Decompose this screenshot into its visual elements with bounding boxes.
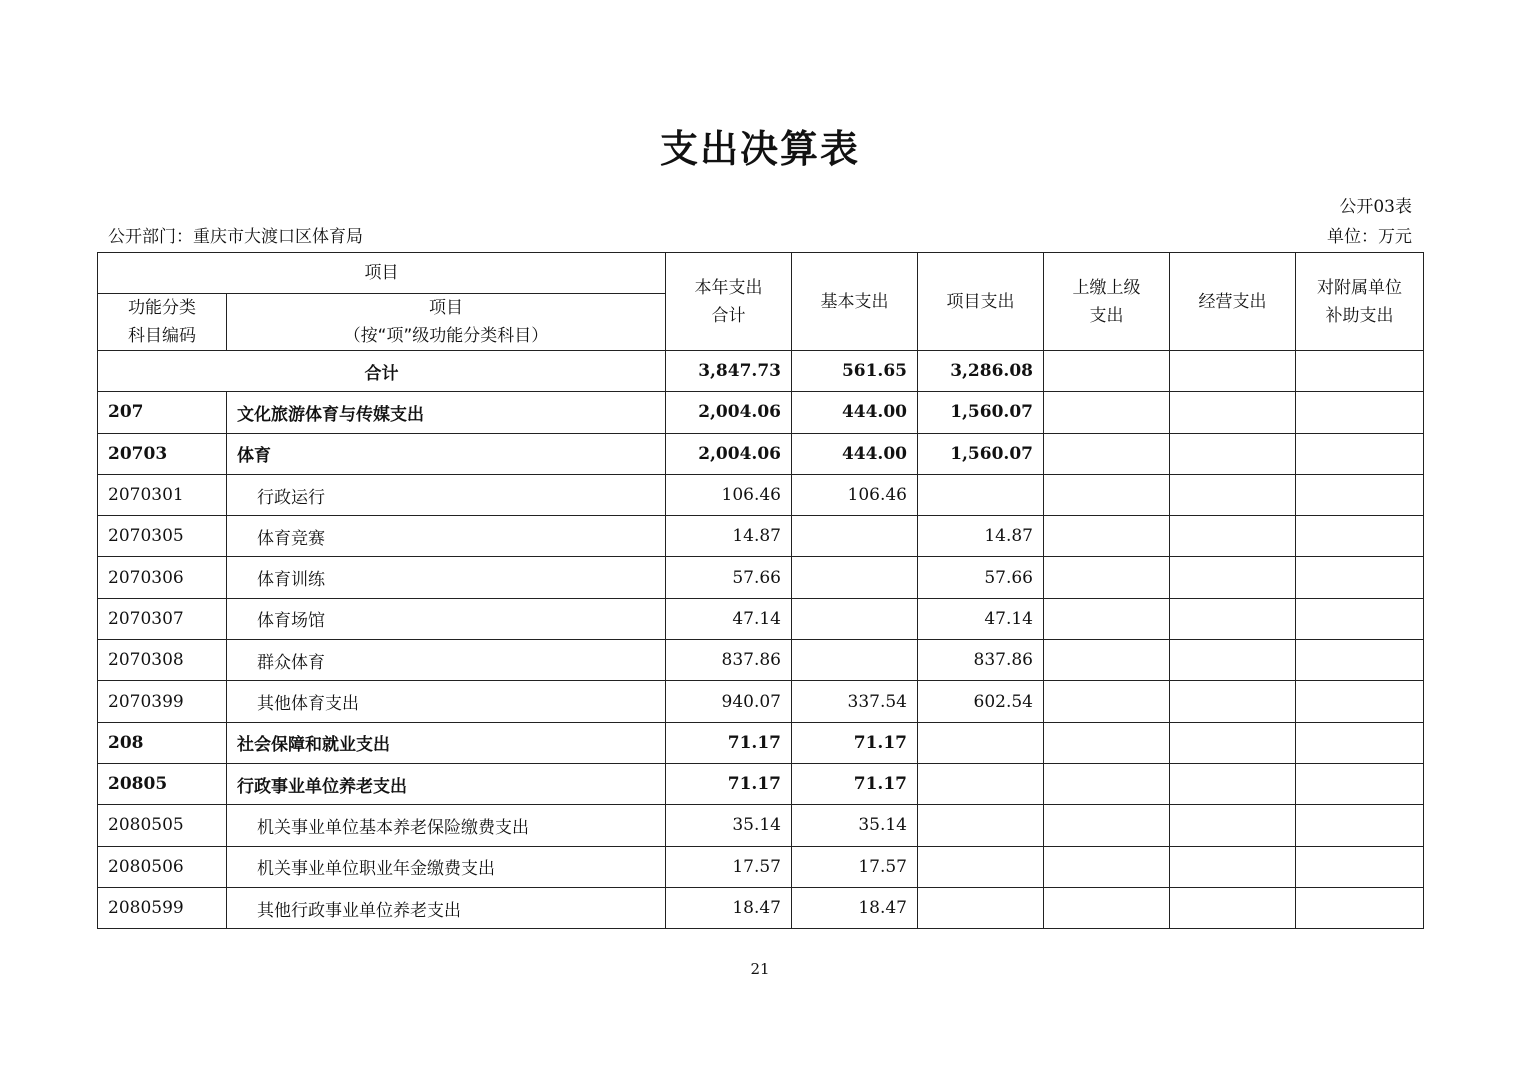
row-basic: 35.14 (792, 805, 918, 846)
row-total: 2,004.06 (666, 392, 792, 433)
row-upper (1044, 516, 1170, 557)
row-subsidy (1296, 805, 1424, 846)
header-subsidy-line2: 补助支出 (1325, 305, 1394, 326)
row-basic: 71.17 (792, 722, 918, 763)
row-subsidy (1296, 392, 1424, 433)
header-item (227, 294, 666, 351)
department-label: 公开部门：重庆市大渡口区体育局 (108, 227, 363, 247)
row-name: 文化旅游体育与传媒支出 (227, 392, 666, 433)
row-upper (1044, 598, 1170, 639)
header-basic: 基本支出 (792, 253, 918, 351)
page-number: 21 (750, 960, 770, 978)
form-number: 公开03表 (1339, 197, 1412, 217)
row-subsidy (1296, 433, 1424, 474)
row-total: 837.86 (666, 640, 792, 681)
row-name: 机关事业单位职业年金缴费支出 (227, 846, 666, 887)
row-basic (792, 640, 918, 681)
header-business: 经营支出 (1170, 253, 1296, 351)
table-row (98, 392, 1424, 433)
row-basic (792, 598, 918, 639)
row-basic: 18.47 (792, 887, 918, 928)
row-code: 2080505 (98, 805, 227, 846)
row-code: 20805 (98, 763, 227, 804)
row-name: 机关事业单位基本养老保险缴费支出 (227, 805, 666, 846)
header-upper-line2: 支出 (1089, 305, 1124, 326)
row-basic: 71.17 (792, 763, 918, 804)
header-total-line2: 合计 (711, 305, 746, 326)
row-name: 群众体育 (227, 640, 666, 681)
table-row (98, 846, 1424, 887)
header-item-line1: 项目 (429, 298, 463, 318)
total-amount: 3,847.73 (666, 351, 792, 392)
row-business (1170, 516, 1296, 557)
row-business (1170, 392, 1296, 433)
row-code: 2070399 (98, 681, 227, 722)
row-project: 57.66 (918, 557, 1044, 598)
header-upper (1044, 253, 1170, 351)
header-item-line2: （按“项”级功能分类科目） (343, 326, 549, 346)
table-row (98, 474, 1424, 515)
row-business (1170, 433, 1296, 474)
row-business (1170, 722, 1296, 763)
row-subsidy (1296, 474, 1424, 515)
row-total: 18.47 (666, 887, 792, 928)
table-row (98, 598, 1424, 639)
header-code-line2: 科目编码 (128, 326, 196, 346)
row-code: 2070305 (98, 516, 227, 557)
page-title: 支出决算表 (659, 127, 860, 171)
row-upper (1044, 681, 1170, 722)
row-business (1170, 887, 1296, 928)
row-subsidy (1296, 763, 1424, 804)
header-row (98, 253, 1424, 294)
row-subsidy (1296, 887, 1424, 928)
row-project: 837.86 (918, 640, 1044, 681)
total-upper (1044, 351, 1170, 392)
row-code: 207 (98, 392, 227, 433)
header-upper-line1: 上缴上级 (1072, 277, 1141, 298)
row-project (918, 805, 1044, 846)
row-basic: 337.54 (792, 681, 918, 722)
row-basic: 106.46 (792, 474, 918, 515)
total-label: 合计 (98, 351, 666, 392)
row-name: 行政运行 (227, 474, 666, 515)
row-project: 47.14 (918, 598, 1044, 639)
row-total: 35.14 (666, 805, 792, 846)
row-business (1170, 763, 1296, 804)
row-upper (1044, 640, 1170, 681)
row-total: 57.66 (666, 557, 792, 598)
row-total: 17.57 (666, 846, 792, 887)
row-name: 体育 (227, 433, 666, 474)
header-code (98, 294, 227, 351)
row-name: 体育场馆 (227, 598, 666, 639)
row-subsidy (1296, 516, 1424, 557)
total-row (98, 351, 1424, 392)
row-total: 71.17 (666, 763, 792, 804)
row-code: 208 (98, 722, 227, 763)
row-code: 2080506 (98, 846, 227, 887)
row-upper (1044, 722, 1170, 763)
row-name: 体育训练 (227, 557, 666, 598)
row-name: 其他行政事业单位养老支出 (227, 887, 666, 928)
table-row (98, 887, 1424, 928)
table-row (98, 516, 1424, 557)
header-project: 项目支出 (918, 253, 1044, 351)
row-business (1170, 557, 1296, 598)
row-project: 14.87 (918, 516, 1044, 557)
total-project: 3,286.08 (918, 351, 1044, 392)
table-row (98, 805, 1424, 846)
row-name: 体育竞赛 (227, 516, 666, 557)
row-total: 106.46 (666, 474, 792, 515)
row-upper (1044, 433, 1170, 474)
row-name: 社会保障和就业支出 (227, 722, 666, 763)
header-item-group: 项目 (98, 253, 666, 294)
row-name: 其他体育支出 (227, 681, 666, 722)
row-subsidy (1296, 557, 1424, 598)
row-business (1170, 805, 1296, 846)
row-code: 2070307 (98, 598, 227, 639)
row-project (918, 846, 1044, 887)
row-basic: 444.00 (792, 392, 918, 433)
row-basic: 444.00 (792, 433, 918, 474)
expenditure-table (97, 252, 1424, 929)
header-subsidy-line1: 对附属单位 (1317, 277, 1402, 298)
row-name: 行政事业单位养老支出 (227, 763, 666, 804)
row-project: 1,560.07 (918, 392, 1044, 433)
table-row (98, 433, 1424, 474)
row-code: 2070306 (98, 557, 227, 598)
row-total: 47.14 (666, 598, 792, 639)
row-upper (1044, 846, 1170, 887)
row-subsidy (1296, 640, 1424, 681)
row-total: 14.87 (666, 516, 792, 557)
row-business (1170, 681, 1296, 722)
header-total (666, 253, 792, 351)
row-basic: 17.57 (792, 846, 918, 887)
row-code: 2070308 (98, 640, 227, 681)
row-business (1170, 598, 1296, 639)
row-upper (1044, 392, 1170, 433)
header-subsidy (1296, 253, 1424, 351)
row-business (1170, 846, 1296, 887)
row-upper (1044, 887, 1170, 928)
row-upper (1044, 805, 1170, 846)
row-project (918, 887, 1044, 928)
row-project: 1,560.07 (918, 433, 1044, 474)
total-subsidy (1296, 351, 1424, 392)
total-business (1170, 351, 1296, 392)
row-subsidy (1296, 598, 1424, 639)
row-basic (792, 516, 918, 557)
row-upper (1044, 474, 1170, 515)
row-code: 2080599 (98, 887, 227, 928)
table-row (98, 722, 1424, 763)
table-row (98, 681, 1424, 722)
row-subsidy (1296, 846, 1424, 887)
header-code-line1: 功能分类 (128, 298, 196, 318)
total-basic: 561.65 (792, 351, 918, 392)
row-basic (792, 557, 918, 598)
row-project: 602.54 (918, 681, 1044, 722)
row-upper (1044, 557, 1170, 598)
row-total: 71.17 (666, 722, 792, 763)
row-code: 2070301 (98, 474, 227, 515)
row-subsidy (1296, 681, 1424, 722)
row-code: 20703 (98, 433, 227, 474)
header-total-line1: 本年支出 (694, 277, 763, 298)
row-business (1170, 640, 1296, 681)
row-total: 940.07 (666, 681, 792, 722)
row-business (1170, 474, 1296, 515)
table-row (98, 557, 1424, 598)
row-upper (1044, 763, 1170, 804)
row-project (918, 763, 1044, 804)
table-row (98, 763, 1424, 804)
table-row (98, 640, 1424, 681)
row-subsidy (1296, 722, 1424, 763)
row-project (918, 474, 1044, 515)
row-total: 2,004.06 (666, 433, 792, 474)
row-project (918, 722, 1044, 763)
unit-label: 单位：万元 (1327, 227, 1412, 247)
